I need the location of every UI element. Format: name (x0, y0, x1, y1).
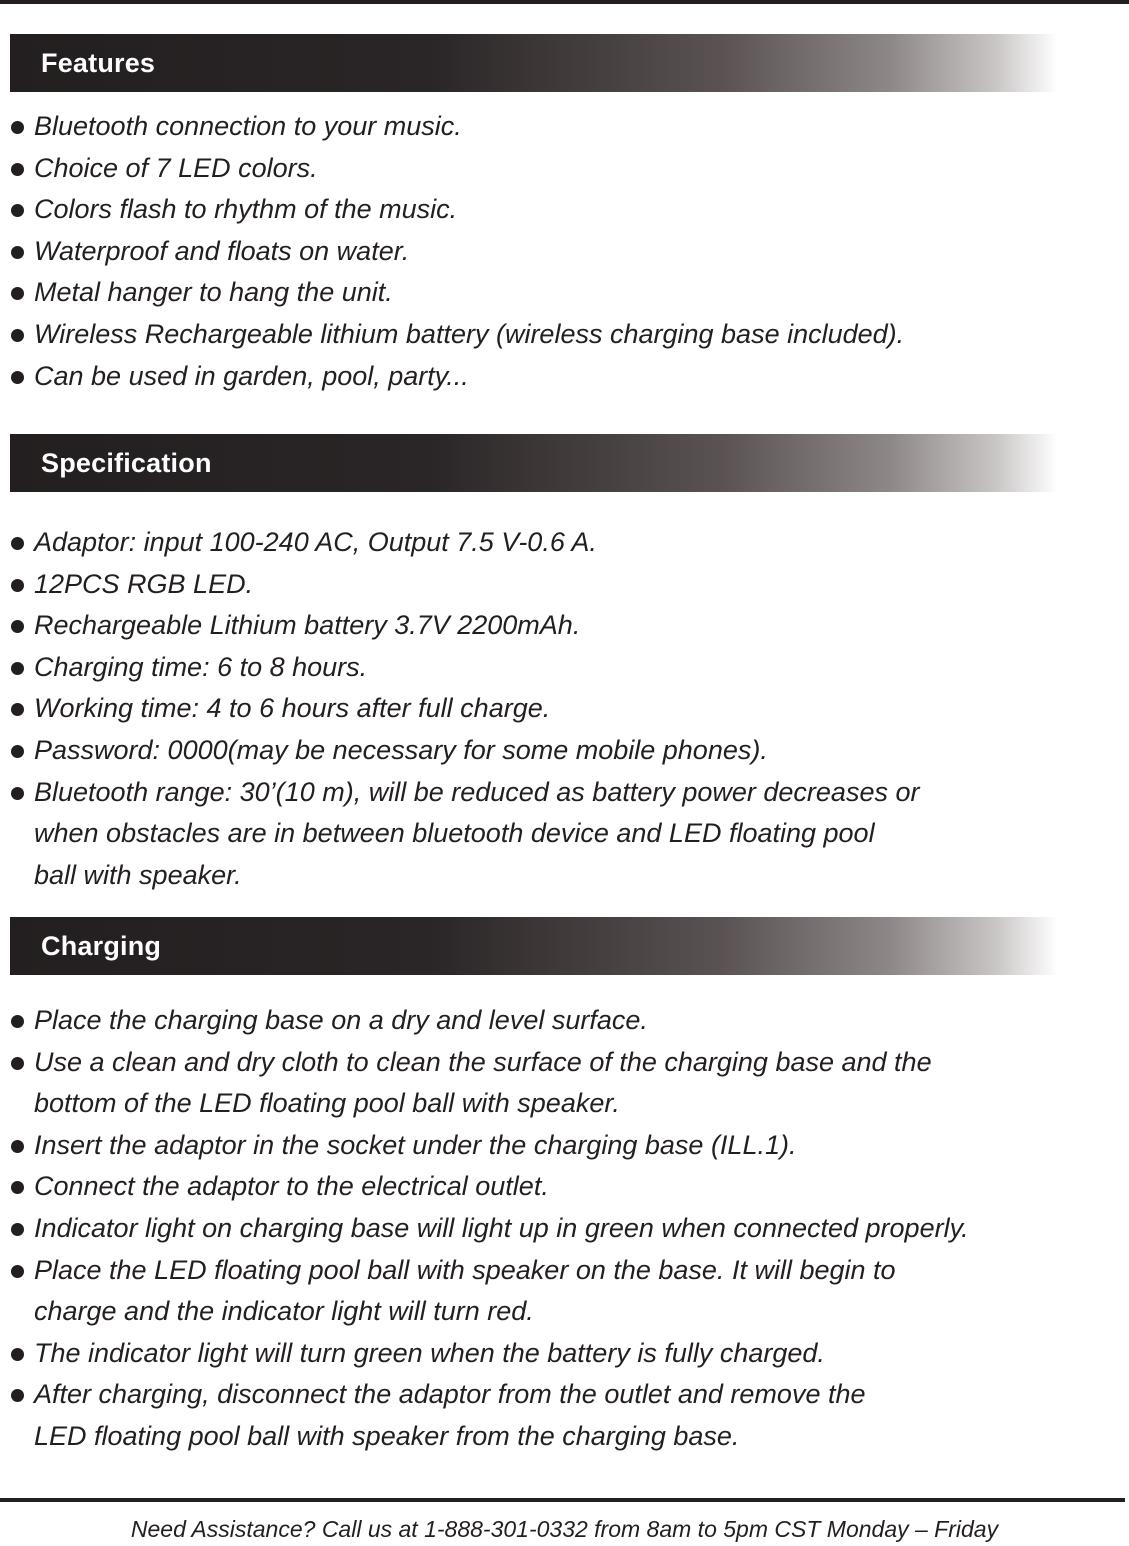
bullet-icon (11, 1223, 24, 1236)
list-item: Charging time: 6 to 8 hours. (10, 647, 1120, 689)
bullet-icon (11, 371, 24, 384)
bullet-icon (11, 329, 24, 342)
bullet-icon (11, 579, 24, 592)
list-item: Bluetooth range: 30’(10 m), will be reduced as battery power decreases or when obstacles are in between bluetooth device and LED floating pool ball with speaker. (10, 772, 1120, 897)
list-item: Metal hanger to hang the unit. (10, 272, 1120, 314)
bullet-icon (11, 537, 24, 550)
list-item: The indicator light will turn green when the battery is fully charged. (10, 1333, 1120, 1375)
list-item: Place the LED floating pool ball with speaker on the base. It will begin to charge and the indicator light will turn red. (10, 1250, 1120, 1333)
specification-header (10, 434, 1058, 492)
footer (0, 1512, 1129, 1546)
list-item: Password: 0000(may be necessary for some mobile phones). (10, 730, 1120, 772)
bullet-icon (11, 1140, 24, 1153)
charging-header (10, 917, 1058, 975)
bullet-icon (11, 163, 24, 176)
list-item: Place the charging base on a dry and level surface. (10, 1000, 1120, 1042)
bullet-icon (11, 703, 24, 716)
list-item: Working time: 4 to 6 hours after full charge. (10, 688, 1120, 730)
features-list (10, 106, 1120, 397)
specification-title: Specification (41, 447, 212, 478)
features-title: Features (41, 47, 156, 78)
list-item: Rechargeable Lithium battery 3.7V 2200mAh. (10, 605, 1120, 647)
bullet-icon (11, 121, 24, 134)
list-item: Insert the adaptor in the socket under the charging base (ILL.1). (10, 1125, 1120, 1167)
features-header (10, 34, 1058, 92)
list-item: Colors flash to rhythm of the music. (10, 189, 1120, 231)
bottom-rule (0, 1498, 1125, 1502)
list-item: 12PCS RGB LED. (10, 564, 1120, 606)
top-rule (0, 0, 1129, 4)
bullet-icon (11, 1015, 24, 1028)
bullet-icon (11, 745, 24, 758)
bullet-icon (11, 204, 24, 217)
bullet-icon (11, 620, 24, 633)
bullet-icon (11, 287, 24, 300)
bullet-icon (11, 1265, 24, 1278)
list-item: Indicator light on charging base will light up in green when connected properly. (10, 1208, 1120, 1250)
list-item: Adaptor: input 100-240 AC, Output 7.5 V-0.6 A. (10, 522, 1120, 564)
list-item: Bluetooth connection to your music. (10, 106, 1120, 148)
bullet-icon (11, 1348, 24, 1361)
charging-title: Charging (41, 930, 162, 961)
list-item: Waterproof and floats on water. (10, 231, 1120, 273)
list-item: Can be used in garden, pool, party... (10, 356, 1120, 398)
bullet-icon (11, 1389, 24, 1402)
charging-list (10, 1000, 1120, 1458)
footer-assistance-text: Need Assistance? Call us at 1-888-301-0332 from 8am to 5pm CST Monday – Friday (130, 1516, 999, 1542)
bullet-icon (11, 1057, 24, 1070)
specification-list (10, 522, 1120, 896)
bullet-icon (11, 246, 24, 259)
list-item: After charging, disconnect the adaptor from the outlet and remove the LED floating pool ball with speaker from the charging base. (10, 1374, 1120, 1457)
list-item: Choice of 7 LED colors. (10, 148, 1120, 190)
list-item: Connect the adaptor to the electrical outlet. (10, 1166, 1120, 1208)
list-item: Wireless Rechargeable lithium battery (wireless charging base included). (10, 314, 1120, 356)
bullet-icon (11, 662, 24, 675)
list-item: Use a clean and dry cloth to clean the surface of the charging base and the bottom of the LED floating pool ball with speaker. (10, 1042, 1120, 1125)
bullet-icon (11, 787, 24, 800)
bullet-icon (11, 1181, 24, 1194)
